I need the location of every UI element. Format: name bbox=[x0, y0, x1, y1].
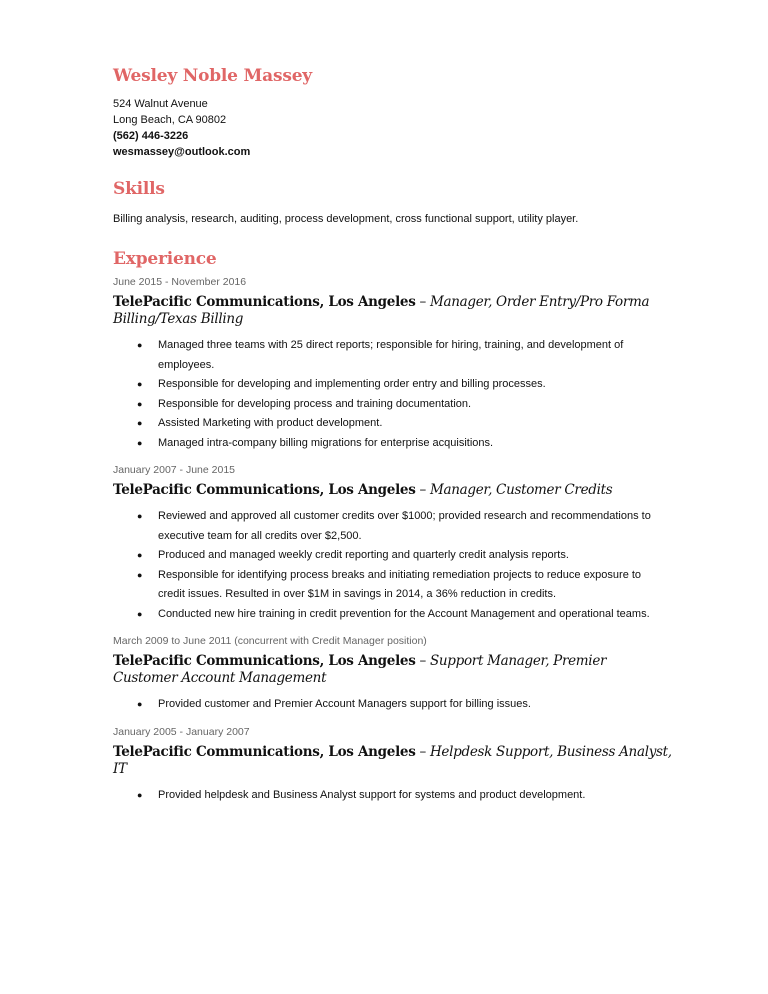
contact-email: wesmassey@outlook.com bbox=[113, 146, 251, 158]
job-role: Manager, Order Entry/Pro Forma Billing/Texas Billing bbox=[113, 294, 650, 327]
bullet-text: Conducted new hire training in credit prevention for the Account Management and operational teams. bbox=[158, 607, 650, 620]
bullet-dot-icon: ● bbox=[137, 340, 143, 350]
job-role: Manager, Customer Credits bbox=[429, 482, 613, 498]
bullet-dot-icon: ● bbox=[137, 699, 143, 709]
resume-page bbox=[113, 66, 673, 805]
bullet-dot-icon: ● bbox=[137, 550, 143, 560]
bullet-text: Responsible for identifying process breaks and initiating remediation projects to reduce exposure to credit issues. Resulted in over $1M in savings in 2014, a 36% reduction in credits. bbox=[158, 568, 642, 600]
bullet-item bbox=[113, 695, 658, 715]
bullet-dot-icon: ● bbox=[137, 418, 143, 428]
bullet-item bbox=[113, 566, 658, 605]
bullet-item bbox=[113, 786, 658, 806]
job-title bbox=[113, 653, 673, 687]
bullet-text: Managed intra-company billing migrations for enterprise acquisitions. bbox=[158, 436, 494, 449]
job-role: Support Manager, Premier Customer Account Management bbox=[113, 653, 607, 686]
job-title bbox=[113, 744, 673, 778]
job-company: TelePacific Communications, Los Angeles bbox=[113, 743, 416, 760]
job-separator: – bbox=[415, 482, 430, 498]
job-dates: January 2005 - January 2007 bbox=[113, 725, 250, 738]
contact-city: Long Beach, CA 90802 bbox=[113, 114, 227, 126]
bullet-dot-icon: ● bbox=[137, 437, 143, 448]
skills-text: Billing analysis, research, auditing, process development, cross functional support, utility player. bbox=[113, 213, 579, 225]
job-entry bbox=[113, 634, 673, 715]
bullet-item bbox=[113, 605, 658, 625]
bullet-text: Managed three teams with 25 direct reports; responsible for hiring, training, and development of employees. bbox=[158, 339, 624, 371]
bullet-text: Responsible for developing process and training documentation. bbox=[158, 397, 472, 410]
bullet-text: Reviewed and approved all customer credits over $1000; provided research and recommendations to executive team for all credits over $2,500. bbox=[158, 510, 651, 542]
bullet-item bbox=[113, 375, 658, 395]
bullet-dot-icon: ● bbox=[137, 608, 143, 619]
bullet-item bbox=[113, 507, 658, 546]
job-entry bbox=[113, 275, 673, 453]
job-separator: – bbox=[415, 294, 430, 310]
job-role: Helpdesk Support, Business Analyst, IT bbox=[113, 743, 672, 777]
job-bullets bbox=[113, 786, 673, 806]
job-dates: June 2015 - November 2016 bbox=[113, 276, 247, 288]
job-title bbox=[113, 482, 673, 499]
bullet-text: Responsible for developing and implementing order entry and billing processes. bbox=[158, 378, 546, 390]
job-bullets bbox=[113, 695, 673, 715]
job-bullets bbox=[113, 336, 673, 453]
bullet-text: Assisted Marketing with product development. bbox=[158, 417, 383, 429]
skills-heading: Skills bbox=[113, 179, 165, 199]
bullet-item bbox=[113, 395, 658, 415]
job-entry bbox=[113, 725, 673, 806]
contact-phone: (562) 446-3226 bbox=[113, 130, 189, 142]
contact-street: 524 Walnut Avenue bbox=[113, 98, 208, 110]
job-dates: March 2009 to June 2011 (concurrent with Credit Manager position) bbox=[113, 635, 427, 647]
bullet-dot-icon: ● bbox=[137, 379, 143, 389]
experience-heading: Experience bbox=[113, 249, 217, 269]
job-separator: – bbox=[415, 743, 430, 760]
bullet-text: Provided helpdesk and Business Analyst support for systems and product development. bbox=[158, 788, 586, 801]
bullet-text: Provided customer and Premier Account Managers support for billing issues. bbox=[158, 698, 531, 710]
bullet-item bbox=[113, 434, 658, 454]
job-company: TelePacific Communications, Los Angeles bbox=[113, 482, 416, 498]
bullet-item bbox=[113, 414, 658, 434]
bullet-dot-icon: ● bbox=[137, 569, 143, 580]
bullet-item bbox=[113, 336, 658, 375]
bullet-item bbox=[113, 546, 658, 566]
job-company: TelePacific Communications, Los Angeles bbox=[113, 294, 416, 310]
job-entry bbox=[113, 463, 673, 624]
job-title bbox=[113, 294, 673, 328]
job-bullets bbox=[113, 507, 673, 624]
job-dates: January 2007 - June 2015 bbox=[113, 464, 236, 476]
bullet-dot-icon: ● bbox=[137, 789, 143, 800]
job-separator: – bbox=[415, 653, 430, 669]
resume-name: Wesley Noble Massey bbox=[113, 66, 312, 86]
bullet-text: Produced and managed weekly credit reporting and quarterly credit analysis reports. bbox=[158, 549, 569, 561]
job-company: TelePacific Communications, Los Angeles bbox=[113, 653, 416, 669]
bullet-dot-icon: ● bbox=[137, 511, 143, 521]
contact-block bbox=[113, 96, 673, 160]
bullet-dot-icon: ● bbox=[137, 398, 143, 409]
